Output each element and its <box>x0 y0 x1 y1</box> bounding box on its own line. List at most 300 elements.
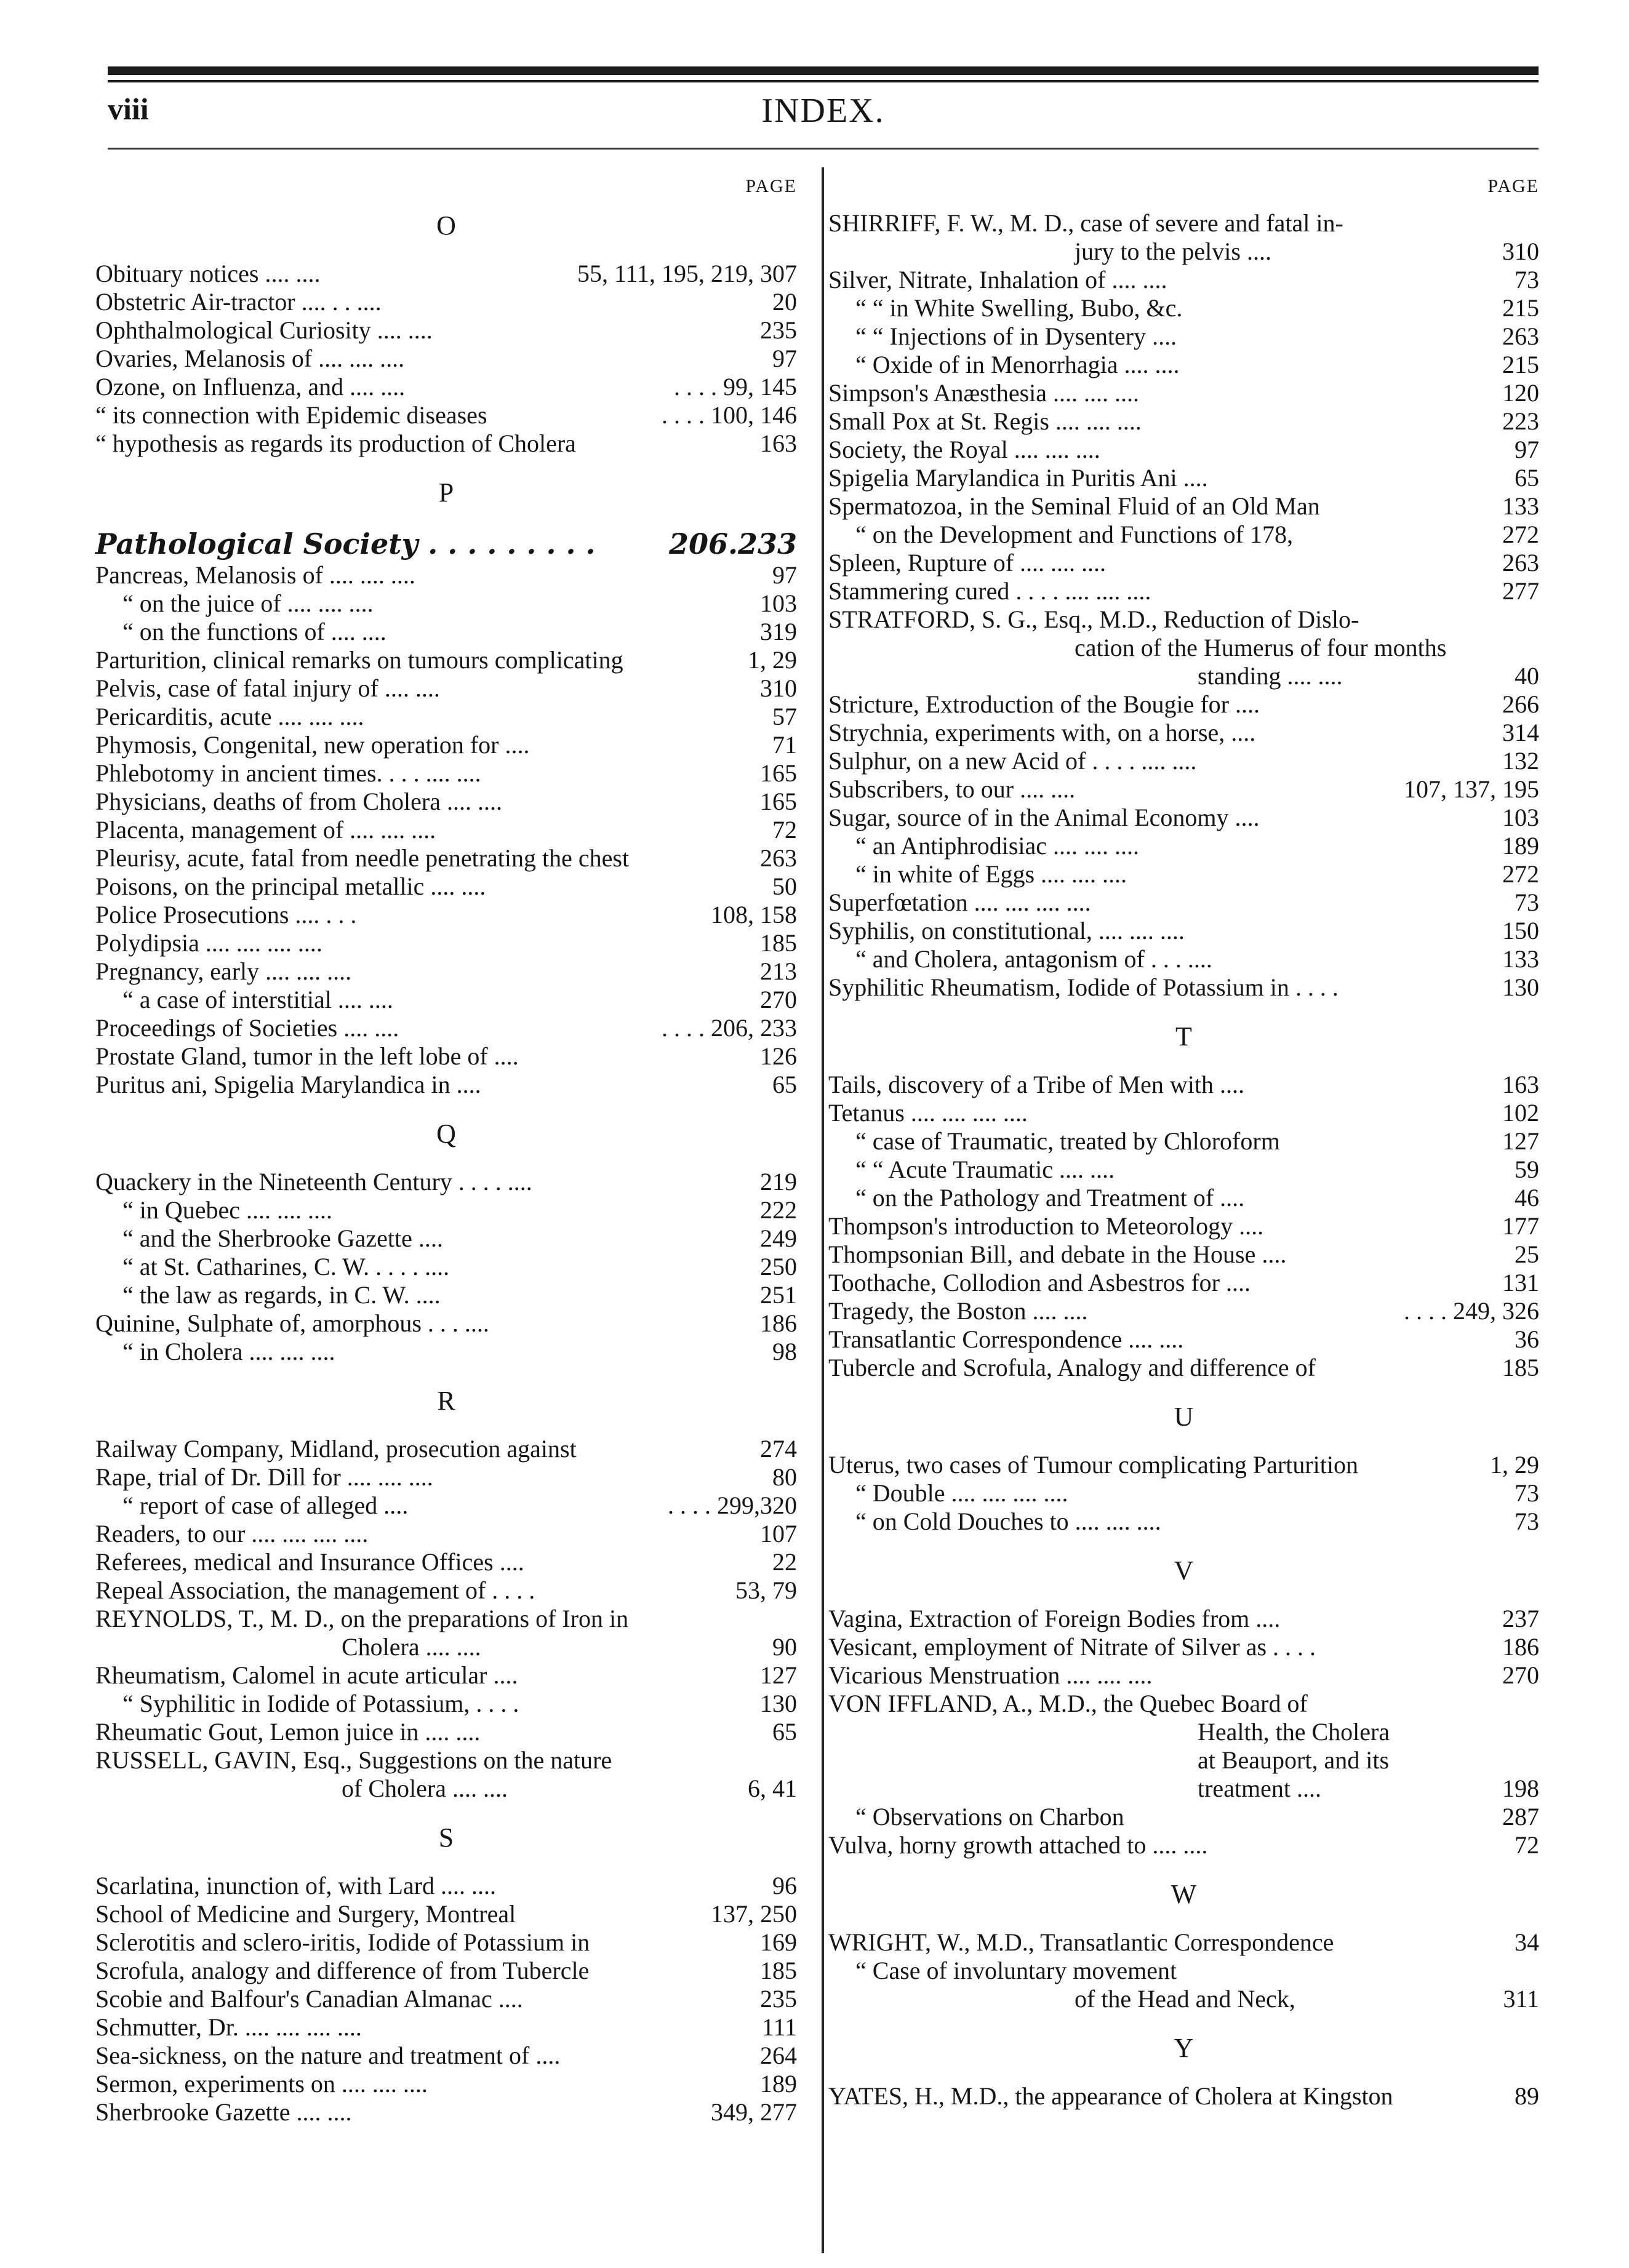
index-entry <box>828 549 1539 577</box>
entry-pages: 98 <box>772 1338 797 1365</box>
entry-text: “ on the Pathology and Treatment of .... <box>855 1184 1245 1212</box>
index-entry <box>828 747 1539 775</box>
index-entry <box>95 986 797 1014</box>
index-entry <box>95 345 797 373</box>
index-entry <box>95 1463 797 1491</box>
entry-text: Simpson's Anæsthesia .... .... .... <box>828 379 1140 407</box>
index-entry <box>828 860 1539 888</box>
entry-pages: 264 <box>760 2042 797 2069</box>
index-entry <box>828 973 1539 1002</box>
entry-text: Sermon, experiments on .... .... .... <box>95 2070 428 2098</box>
index-entry <box>95 1281 797 1309</box>
index-entry <box>828 1354 1539 1382</box>
entry-text: Referees, medical and Insurance Offices .... <box>95 1548 524 1576</box>
entry-pages: 198 <box>1502 1775 1539 1802</box>
entry-pages: 263 <box>760 844 797 872</box>
index-entry <box>828 1156 1539 1184</box>
index-entry <box>828 1718 1539 1746</box>
entry-text: Rape, trial of Dr. Dill for .... .... .... <box>95 1463 433 1491</box>
header-underline <box>108 148 1539 150</box>
entry-pages: 185 <box>760 929 797 957</box>
entry-pages: 59 <box>1515 1156 1539 1183</box>
index-entry <box>828 322 1539 351</box>
entry-text: “ Oxide of in Menorrhagia .... .... <box>855 351 1180 378</box>
entry-text: “ Case of involuntary movement <box>855 1957 1177 1984</box>
entry-text: Society, the Royal .... .... .... <box>828 436 1100 463</box>
entry-text: Readers, to our .... .... .... .... <box>95 1520 369 1547</box>
entry-pages: 189 <box>1502 832 1539 860</box>
entry-pages: 277 <box>1502 577 1539 605</box>
section-letter: Q <box>436 1119 456 1149</box>
entry-pages: 107 <box>760 1520 797 1547</box>
entry-text: of Cholera .... .... <box>342 1775 508 1802</box>
entry-pages: 6, 41 <box>748 1775 797 1802</box>
index-entry <box>828 662 1539 690</box>
entry-pages: 65 <box>1515 464 1539 492</box>
section-gap <box>95 1366 797 1382</box>
index-entry <box>828 804 1539 832</box>
index-entry <box>828 1240 1539 1269</box>
entry-text: “ in Quebec .... .... .... <box>122 1196 333 1224</box>
index-entry <box>95 816 797 844</box>
entry-pages: 163 <box>1502 1071 1539 1098</box>
entry-pages: 133 <box>1502 492 1539 520</box>
index-entry <box>828 294 1539 322</box>
entry-pages: 131 <box>1502 1269 1539 1296</box>
entry-text: Phymosis, Congenital, new operation for .... <box>95 731 530 759</box>
index-entry <box>95 759 797 788</box>
index-entry <box>95 1520 797 1548</box>
entry-text: “ a case of interstitial .... .... <box>122 986 393 1013</box>
entry-text: Vagina, Extraction of Foreign Bodies from .... <box>828 1605 1281 1632</box>
index-entry <box>828 1127 1539 1156</box>
entry-text: Quackery in the Nineteenth Century . . . . .... <box>95 1168 532 1196</box>
entry-pages: 251 <box>760 1281 797 1309</box>
entry-pages: 97 <box>772 561 797 589</box>
index-entry <box>828 1831 1539 1859</box>
entry-pages: 57 <box>772 703 797 730</box>
entry-pages: 250 <box>760 1253 797 1280</box>
index-entry <box>95 1014 797 1042</box>
left-column-header <box>95 167 797 207</box>
index-entry <box>95 1042 797 1071</box>
entry-pages: 223 <box>1502 407 1539 435</box>
entry-text: “ at St. Catharines, C. W. . . . . .... <box>122 1253 450 1280</box>
entry-text: Railway Company, Midland, prosecution against <box>95 1435 577 1463</box>
index-entry <box>95 373 797 401</box>
index-entry <box>95 1224 797 1253</box>
entry-text: Obituary notices .... .... <box>95 260 321 287</box>
entry-pages: 40 <box>1515 662 1539 690</box>
index-entry <box>828 1099 1539 1127</box>
page-title: INDEX. <box>761 92 885 130</box>
index-entry <box>828 1269 1539 1297</box>
entry-text: Quinine, Sulphate of, amorphous . . . .... <box>95 1309 489 1337</box>
index-entry <box>828 238 1539 266</box>
entry-text: Spigelia Marylandica in Puritis Ani .... <box>828 464 1208 492</box>
entry-text: Cholera .... .... <box>342 1633 481 1661</box>
page-column-label: PAGE <box>745 176 797 196</box>
entry-pages: 274 <box>760 1435 797 1463</box>
entry-pages: 215 <box>1502 351 1539 378</box>
index-entry <box>95 1196 797 1224</box>
entry-pages: 90 <box>772 1633 797 1661</box>
index-entry <box>95 1661 797 1690</box>
entry-text: Scobie and Balfour's Canadian Almanac .... <box>95 1985 523 2013</box>
index-entry <box>95 1633 797 1661</box>
entry-text: Tubercle and Scrofula, Analogy and difference of <box>828 1354 1316 1381</box>
entry-pages: 50 <box>772 872 797 900</box>
index-entry <box>95 561 797 589</box>
index-entry <box>828 1803 1539 1831</box>
entry-pages: 46 <box>1515 1184 1539 1212</box>
index-entry <box>828 351 1539 379</box>
index-entry <box>95 1872 797 1900</box>
entry-text: at Beauport, and its <box>1198 1746 1390 1774</box>
index-entry <box>95 1491 797 1520</box>
index-entry <box>828 1071 1539 1099</box>
index-entry <box>828 1633 1539 1661</box>
entry-text: YATES, H., M.D., the appearance of Cholera at Kingston <box>828 2082 1393 2110</box>
entry-text: Tragedy, the Boston .... .... <box>828 1297 1088 1325</box>
index-entry <box>95 288 797 316</box>
entry-text: Superfœtation .... .... .... .... <box>828 888 1091 916</box>
entry-pages: 130 <box>1502 973 1539 1001</box>
index-entry <box>95 316 797 345</box>
index-entry <box>828 1297 1539 1325</box>
entry-text: Sugar, source of in the Animal Economy .... <box>828 804 1260 831</box>
index-entry <box>95 731 797 759</box>
index-entry <box>95 674 797 703</box>
section-letter: Y <box>1174 2033 1194 2063</box>
entry-pages: 97 <box>772 345 797 372</box>
entry-pages: 72 <box>772 816 797 844</box>
entry-pages: 96 <box>772 1872 797 1899</box>
entry-text: Syphilitic Rheumatism, Iodide of Potassium in . . . . <box>828 973 1339 1001</box>
section-gap <box>95 458 797 474</box>
entry-pages: 235 <box>760 1985 797 2013</box>
section-gap <box>828 1002 1539 1018</box>
index-entry <box>95 1775 797 1803</box>
entry-text: “ Observations on Charbon <box>855 1803 1124 1831</box>
entry-text: Vicarious Menstruation .... .... .... <box>828 1661 1153 1689</box>
entry-pages: . . . . 99, 145 <box>674 373 797 401</box>
index-entry <box>95 703 797 731</box>
index-entry <box>95 2013 797 2042</box>
left-column <box>95 167 797 2126</box>
entry-pages: . . . . 206, 233 <box>662 1014 797 1042</box>
entry-pages: 235 <box>760 316 797 344</box>
entry-pages: . . . . 299,320 <box>668 1491 797 1519</box>
entry-pages: 71 <box>772 731 797 759</box>
entry-text: “ its connection with Epidemic diseases <box>95 401 487 429</box>
entry-text: Repeal Association, the management of . . . . <box>95 1576 535 1604</box>
section-gap <box>95 1803 797 1819</box>
entry-text: Transatlantic Correspondence .... .... <box>828 1325 1184 1353</box>
entry-pages: 137, 250 <box>711 1900 797 1928</box>
entry-text: Scarlatina, inunction of, with Lard .... .... <box>95 1872 496 1899</box>
top-rule-thick <box>108 66 1539 75</box>
entry-pages: 1, 29 <box>1490 1451 1539 1479</box>
entry-pages: 80 <box>772 1463 797 1491</box>
entry-text: Schmutter, Dr. .... .... .... .... <box>95 2013 362 2041</box>
entry-text: Small Pox at St. Regis .... .... .... <box>828 407 1142 435</box>
entry-text: “ and Cholera, antagonism of . . . .... <box>855 945 1212 973</box>
index-entry <box>828 1507 1539 1536</box>
entry-text: “ in white of Eggs .... .... .... <box>855 860 1127 888</box>
index-entry <box>828 917 1539 945</box>
index-entry <box>95 1718 797 1746</box>
entry-text: treatment .... <box>1198 1775 1322 1802</box>
entry-pages: 222 <box>760 1196 797 1224</box>
entry-text: Vulva, horny growth attached to .... .... <box>828 1831 1208 1859</box>
index-entry <box>828 1746 1539 1775</box>
section-letter: O <box>436 210 456 241</box>
entry-text: Vesicant, employment of Nitrate of Silver as . . . . <box>828 1633 1316 1661</box>
entry-pages: 272 <box>1502 521 1539 548</box>
entry-text: Scrofula, analogy and difference of from Tubercle <box>95 1957 590 1984</box>
entry-pages: 34 <box>1515 1928 1539 1956</box>
entry-pages: 107, 137, 195 <box>1404 775 1539 803</box>
index-entry <box>95 429 797 458</box>
entry-text: Spleen, Rupture of .... .... .... <box>828 549 1107 577</box>
index-entry <box>828 1775 1539 1803</box>
entry-pages: 215 <box>1502 294 1539 322</box>
entry-pages: 55, 111, 195, 219, 307 <box>577 260 797 287</box>
entry-pages: 89 <box>1515 2082 1539 2110</box>
entry-text: “ on Cold Douches to .... .... .... <box>855 1507 1161 1535</box>
entry-pages: 219 <box>760 1168 797 1196</box>
index-entry <box>95 957 797 986</box>
entry-text: “ Double .... .... .... .... <box>855 1479 1068 1507</box>
index-entry <box>828 634 1539 662</box>
entry-pages: 72 <box>1515 1831 1539 1859</box>
entry-pages: 20 <box>772 288 797 316</box>
index-entry <box>828 945 1539 973</box>
entry-pages: 165 <box>760 788 797 815</box>
right-column-header <box>828 167 1539 207</box>
entry-text: Physicians, deaths of from Cholera .... .... <box>95 788 502 815</box>
entry-pages: 127 <box>1502 1127 1539 1155</box>
entry-text: “ an Antiphrodisiac .... .... .... <box>855 832 1140 860</box>
entry-pages: 311 <box>1503 1985 1539 2013</box>
index-entry <box>95 1338 797 1366</box>
section-gap <box>828 1382 1539 1398</box>
running-head <box>108 91 1539 140</box>
entry-text: REYNOLDS, T., M. D., on the preparations of Iron in <box>95 1605 629 1632</box>
handwritten-pages: 206.233 <box>668 527 797 561</box>
entry-text: Parturition, clinical remarks on tumours complicating <box>95 646 623 674</box>
section-letter: U <box>1174 1402 1194 1432</box>
page-folio: viii <box>108 92 149 126</box>
entry-text: “ “ Acute Traumatic .... .... <box>855 1156 1115 1183</box>
entry-text: Polydipsia .... .... .... .... <box>95 929 322 957</box>
index-entry <box>828 266 1539 294</box>
entry-text: “ case of Traumatic, treated by Chloroform <box>855 1127 1280 1155</box>
section-letter: R <box>437 1386 455 1416</box>
section-gap <box>828 2013 1539 2029</box>
entry-text: “ on the functions of .... .... <box>122 618 386 645</box>
entry-pages: 1, 29 <box>748 646 797 674</box>
index-entry <box>95 1605 797 1633</box>
index-entry <box>95 1690 797 1718</box>
index-entry <box>95 1957 797 1985</box>
index-entry <box>828 1605 1539 1633</box>
entry-text: Pelvis, case of fatal injury of .... .... <box>95 674 440 702</box>
index-entry <box>95 260 797 288</box>
entry-text: SHIRRIFF, F. W., M. D., case of severe and fatal in- <box>828 209 1343 237</box>
entry-pages: 263 <box>1502 322 1539 350</box>
index-entry <box>828 436 1539 464</box>
entry-pages: 103 <box>760 589 797 617</box>
section-gap <box>95 1099 797 1115</box>
entry-text: Spermatozoa, in the Seminal Fluid of an Old Man <box>828 492 1320 520</box>
index-entry <box>95 929 797 957</box>
entry-pages: 177 <box>1502 1212 1539 1240</box>
entry-text: Thompson's introduction to Meteorology .... <box>828 1212 1264 1240</box>
entry-text: School of Medicine and Surgery, Montreal <box>95 1900 516 1928</box>
index-entry <box>95 1168 797 1196</box>
entry-text: cation of the Humerus of four months <box>1075 634 1447 661</box>
entry-text: Tetanus .... .... .... .... <box>828 1099 1028 1127</box>
entry-text: of the Head and Neck, <box>1075 1985 1295 2013</box>
entry-pages: 150 <box>1502 917 1539 944</box>
entry-text: Police Prosecutions .... . . . <box>95 901 357 928</box>
entry-pages: 36 <box>1515 1325 1539 1353</box>
entry-text: Silver, Nitrate, Inhalation of .... .... <box>828 266 1167 293</box>
entry-text: Ophthalmological Curiosity .... .... <box>95 316 433 344</box>
index-entry <box>95 1746 797 1775</box>
entry-pages: . . . . 249, 326 <box>1404 1297 1539 1325</box>
entry-pages: 73 <box>1515 1479 1539 1507</box>
entry-text: Phlebotomy in ancient times. . . . .... .... <box>95 759 481 787</box>
entry-text: “ hypothesis as regards its production of Cholera <box>95 429 576 457</box>
column-divider <box>822 167 824 2253</box>
entry-pages: 186 <box>1502 1633 1539 1661</box>
index-entry <box>95 2070 797 2098</box>
entry-pages: 163 <box>760 429 797 457</box>
section-letter: W <box>1171 1879 1197 1909</box>
entry-text: “ on the juice of .... .... .... <box>122 589 374 617</box>
section-gap <box>828 1859 1539 1875</box>
entry-text: STRATFORD, S. G., Esq., M.D., Reduction of Dislo- <box>828 605 1359 633</box>
entry-pages: 130 <box>760 1690 797 1717</box>
entry-pages: 126 <box>760 1042 797 1070</box>
index-entry <box>828 1184 1539 1212</box>
entry-text: jury to the pelvis .... <box>1075 238 1271 265</box>
entry-pages: 73 <box>1515 1507 1539 1535</box>
index-entry <box>828 1985 1539 2013</box>
entry-text: Pregnancy, early .... .... .... <box>95 957 352 985</box>
entry-text: “ and the Sherbrooke Gazette .... <box>122 1224 443 1252</box>
entry-text: “ “ Injections of in Dysentery .... <box>855 322 1177 350</box>
entry-pages: 213 <box>760 957 797 985</box>
entry-pages: 270 <box>1502 1661 1539 1689</box>
entry-text: Subscribers, to our .... .... <box>828 775 1076 803</box>
entry-pages: 189 <box>760 2070 797 2098</box>
entry-pages: . . . . 100, 146 <box>662 401 797 429</box>
entry-text: Stammering cured . . . . .... .... .... <box>828 577 1151 605</box>
index-entry <box>95 2098 797 2126</box>
index-entry <box>828 690 1539 719</box>
index-entry <box>95 2042 797 2070</box>
index-entry <box>828 1451 1539 1479</box>
entry-pages: 97 <box>1515 436 1539 463</box>
top-rule-thin <box>108 80 1539 82</box>
index-entry <box>95 1309 797 1338</box>
entry-text: Thompsonian Bill, and debate in the House .... <box>828 1240 1287 1268</box>
entry-text: Puritus ani, Spigelia Marylandica in .... <box>95 1071 481 1098</box>
index-entry <box>828 1928 1539 1957</box>
page-column-label: PAGE <box>1487 176 1539 196</box>
section-letter: T <box>1175 1021 1192 1052</box>
entry-pages: 73 <box>1515 888 1539 916</box>
entry-pages: 132 <box>1502 747 1539 775</box>
entry-text: WRIGHT, W., M.D., Transatlantic Correspondence <box>828 1928 1334 1956</box>
entry-text: Tails, discovery of a Tribe of Men with .... <box>828 1071 1245 1098</box>
index-entry <box>95 1253 797 1281</box>
index-entry <box>828 1690 1539 1718</box>
entry-text: Prostate Gland, tumor in the left lobe of .... <box>95 1042 519 1070</box>
entry-pages: 22 <box>772 1548 797 1576</box>
entry-pages: 266 <box>1502 690 1539 718</box>
entry-pages: 310 <box>1502 238 1539 265</box>
index-entry <box>95 1435 797 1463</box>
entry-pages: 65 <box>772 1718 797 1746</box>
right-column <box>828 167 1539 2110</box>
index-entry <box>828 492 1539 521</box>
index-entry <box>828 521 1539 549</box>
entry-text: “ Syphilitic in Iodide of Potassium, . . . . <box>122 1690 519 1717</box>
entry-pages: 111 <box>761 2013 797 2041</box>
section-letter: S <box>438 1823 454 1853</box>
index-entry <box>828 1325 1539 1354</box>
entry-text: “ report of case of alleged .... <box>122 1491 409 1519</box>
entry-text: “ the law as regards, in C. W. .... <box>122 1281 441 1309</box>
entry-text: Poisons, on the principal metallic .... .... <box>95 872 486 900</box>
entry-text: Pericarditis, acute .... .... .... <box>95 703 364 730</box>
index-entry <box>95 844 797 872</box>
entry-text: Syphilis, on constitutional, .... .... .... <box>828 917 1185 944</box>
entry-text: Proceedings of Societies .... .... <box>95 1014 399 1042</box>
entry-pages: 53, 79 <box>735 1576 797 1604</box>
entry-text: standing .... .... <box>1198 662 1343 690</box>
index-entry <box>828 407 1539 436</box>
index-entry <box>828 1661 1539 1690</box>
index-entry <box>828 775 1539 804</box>
index-entry <box>95 1576 797 1605</box>
index-entry <box>95 1985 797 2013</box>
index-entry <box>828 888 1539 917</box>
entry-text: RUSSELL, GAVIN, Esq., Suggestions on the nature <box>95 1746 612 1774</box>
index-entry <box>95 589 797 618</box>
section-letter: P <box>438 477 454 508</box>
entry-pages: 310 <box>760 674 797 702</box>
entry-pages: 120 <box>1502 379 1539 407</box>
entry-pages: 349, 277 <box>711 2098 797 2126</box>
entry-text: Toothache, Collodion and Asbestros for .... <box>828 1269 1251 1296</box>
entry-pages: 103 <box>1502 804 1539 831</box>
index-entry <box>828 464 1539 492</box>
index-entry <box>828 209 1539 238</box>
entry-pages: 185 <box>760 1957 797 1984</box>
entry-pages: 263 <box>1502 549 1539 577</box>
index-entry <box>95 646 797 674</box>
index-entry <box>95 788 797 816</box>
index-entry <box>95 618 797 646</box>
entry-text: Placenta, management of .... .... .... <box>95 816 436 844</box>
index-entry <box>95 1900 797 1928</box>
